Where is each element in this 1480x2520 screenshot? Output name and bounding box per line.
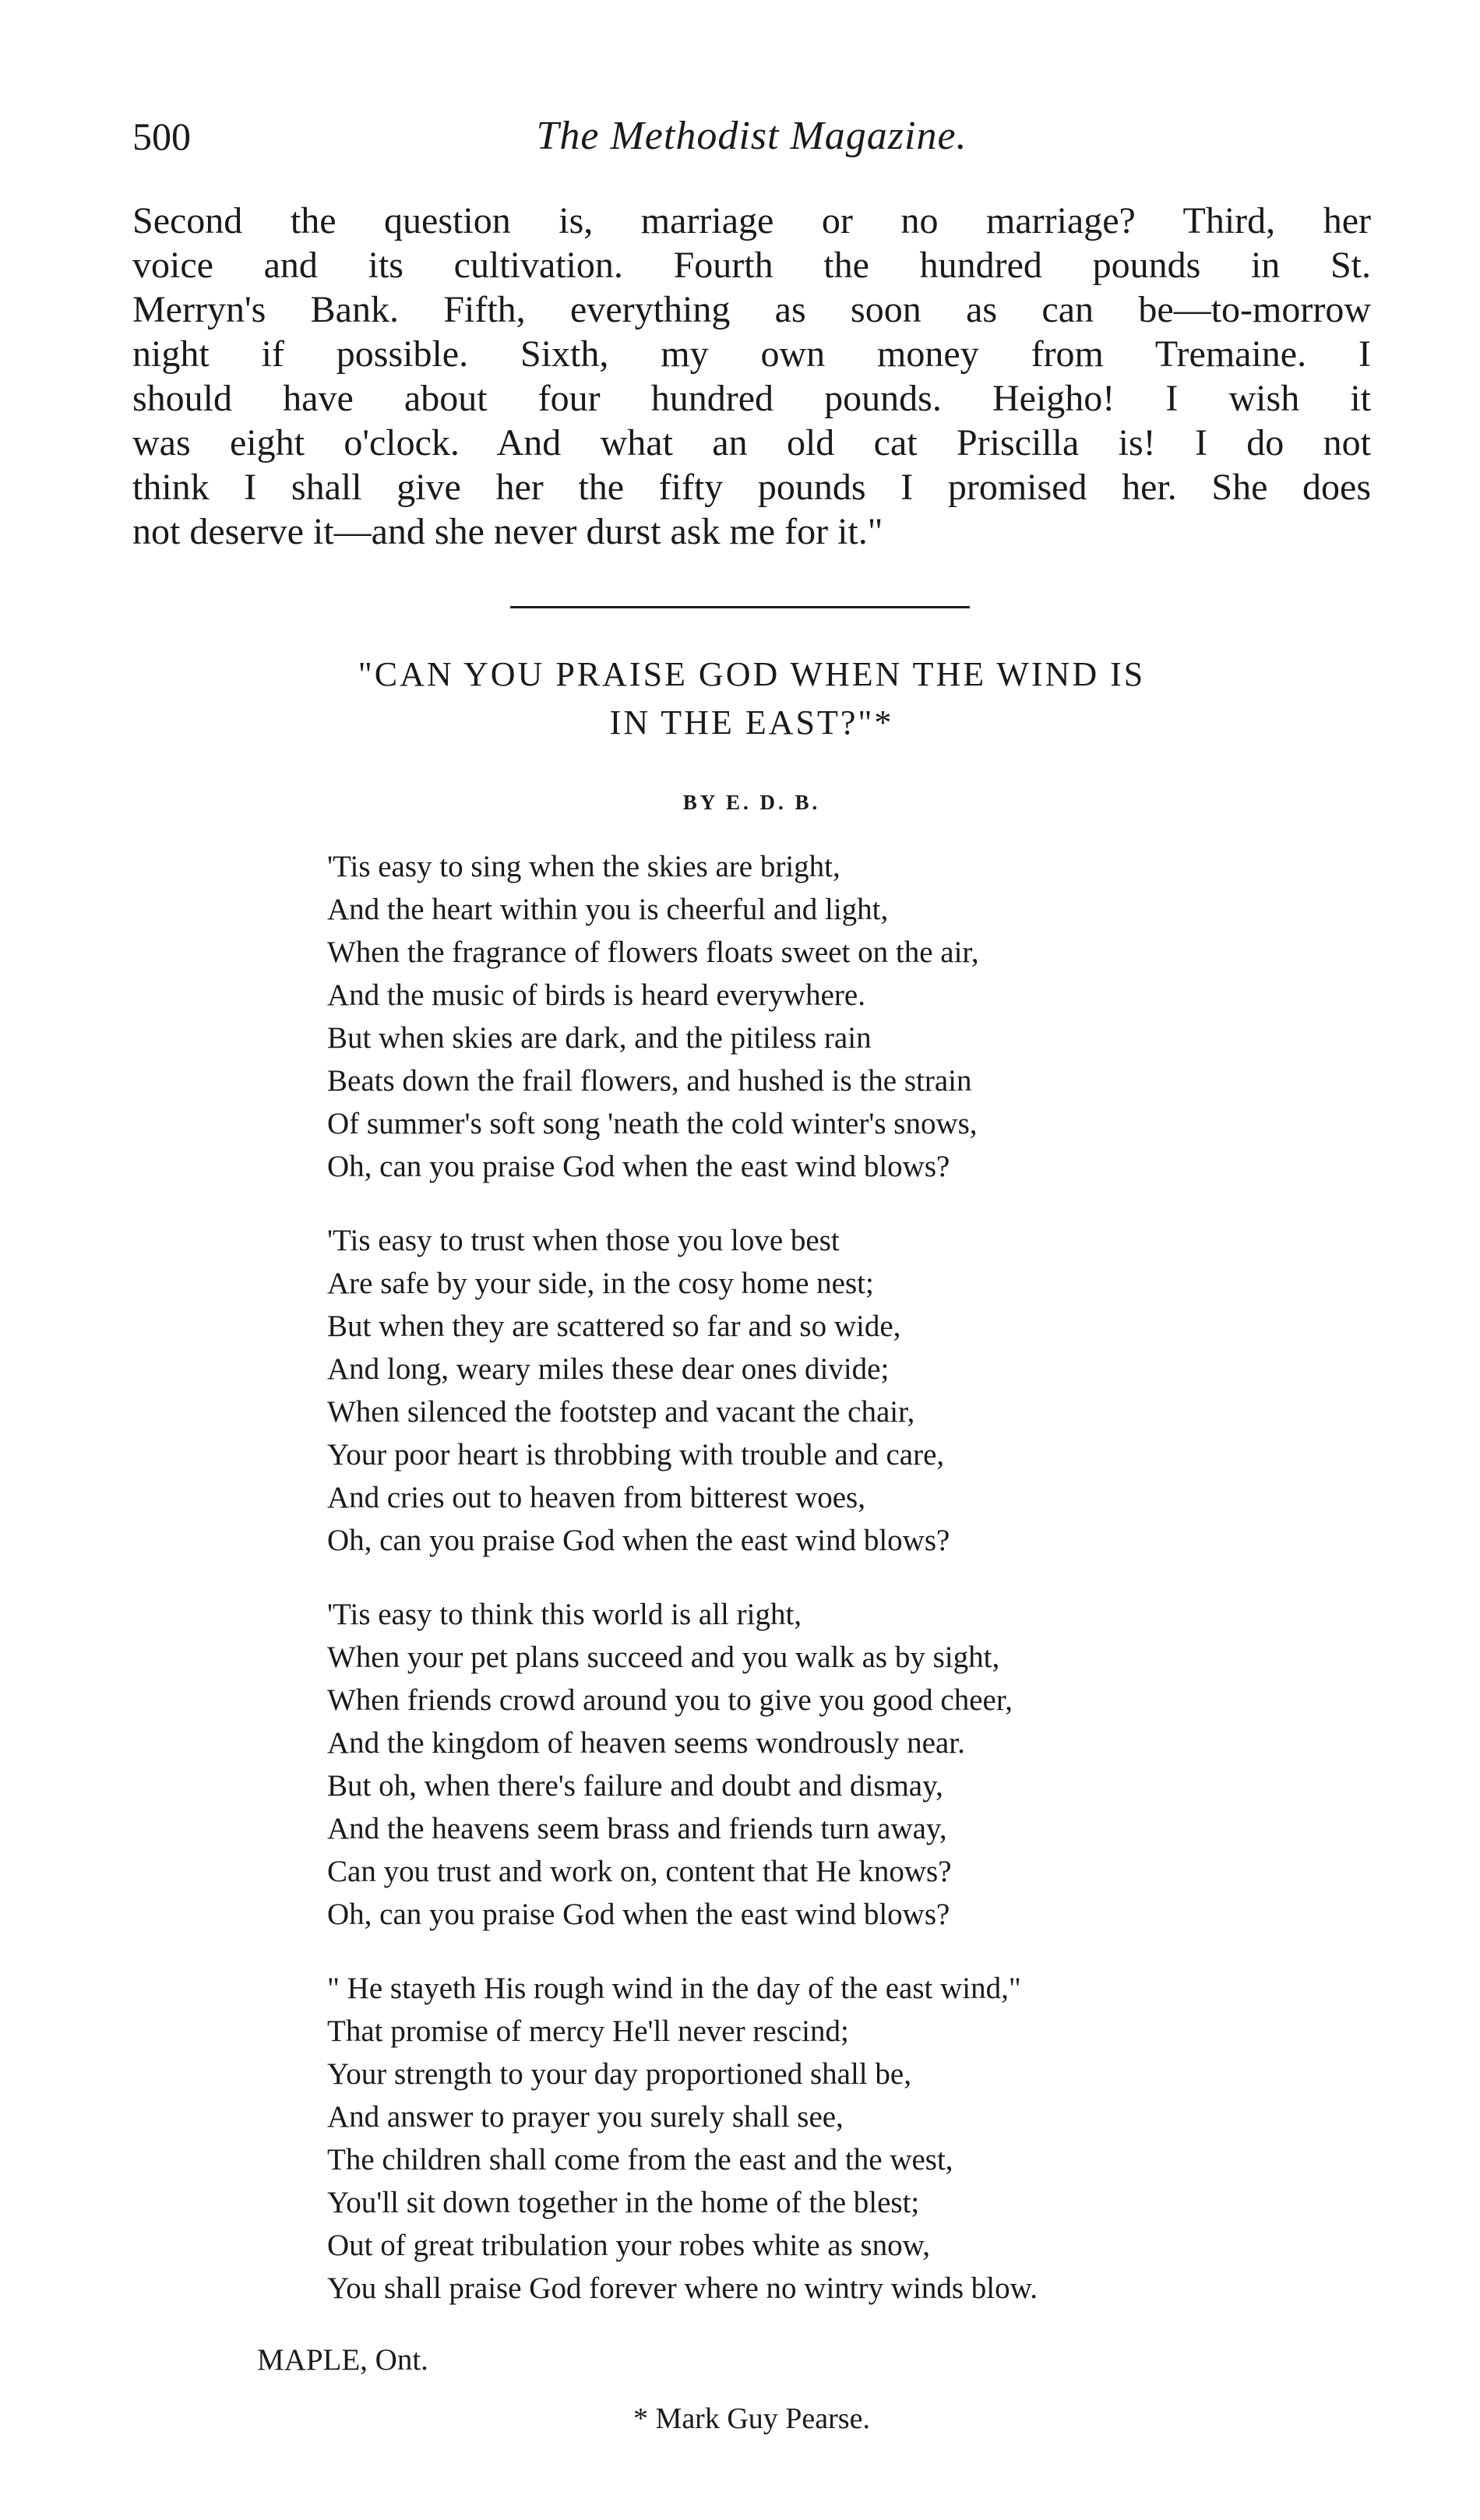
poem-title-line: "CAN YOU PRAISE GOD WHEN THE WIND IS [358,655,1146,693]
prose-paragraph [132,199,1371,554]
verse-line: The children shall come from the east and the west, [327,2143,953,2176]
verse-line: Beats down the frail flowers, and hushed is the strain [327,1064,972,1098]
prose-line: not deserve it—and she never durst ask me for it." [132,511,883,552]
verse-line: Out of great tribulation your robes white as snow, [327,2229,931,2262]
verse-line: 'Tis easy to sing when the skies are bright, [327,850,840,883]
verse-line: And the kingdom of heaven seems wondrously near. [327,1726,965,1760]
running-title: The Methodist Magazine. [536,114,967,158]
verse-line: And long, weary miles these dear ones divide; [327,1352,890,1386]
verse-line: Of summer's soft song 'neath the cold winter's snows, [327,1107,978,1140]
poem-title-line: IN THE EAST?"* [609,703,894,742]
prose-line: Second the question is, marriage or no marriage? Third, her [132,200,1371,241]
verse-line: When your pet plans succeed and you walk as by sight, [327,1641,1000,1674]
poem-byline: BY E. D. B. [682,791,821,814]
prose-line: night if possible. Sixth, my own money from Tremaine. I [132,333,1371,375]
verse-line: And the music of birds is heard everywhere. [327,978,865,1012]
verse-line: When friends crowd around you to give you good cheer, [327,1683,1013,1717]
poem-signature: MAPLE, Ont. [257,2343,428,2377]
verse-line: And cries out to heaven from bitterest woes, [327,1481,865,1514]
verse-line: 'Tis easy to think this world is all right, [327,1598,802,1631]
verse-line: Are safe by your side, in the cosy home nest; [327,1267,874,1300]
verse-line: When silenced the footstep and vacant the chair, [327,1395,915,1429]
verse-line: And the heart within you is cheerful and light, [327,893,889,926]
verse-line: Oh, can you praise God when the east wind blows? [327,1524,950,1557]
prose-line: think I shall give her the fifty pounds I promised her. She does [132,467,1371,508]
verse-line: Oh, can you praise God when the east wind blows? [327,1898,950,1931]
stanza-3 [327,1593,1355,1936]
verse-line: " He stayeth His rough wind in the day of the east wind," [327,1972,1021,2005]
verse-line: And answer to prayer you surely shall see, [327,2100,844,2134]
verse-line: Can you trust and work on, content that He knows? [327,1855,952,1888]
verse-line: You shall praise God forever where no wintry winds blow. [327,2272,1038,2305]
verse-line: But when they are scattered so far and so wide, [327,1309,901,1343]
poem-title [132,650,1371,747]
stanza-2 [327,1219,1355,1562]
page-number: 500 [132,115,191,158]
prose-line: voice and its cultivation. Fourth the hundred pounds in St. [132,245,1371,286]
stanza-1 [327,845,1355,1188]
footnote: * Mark Guy Pearse. [633,2402,870,2435]
poem-body [327,845,1355,2341]
prose-line: should have about four hundred pounds. Heigho! I wish it [132,378,1371,419]
verse-line: That promise of mercy He'll never rescind; [327,2014,849,2048]
stanza-4 [327,1967,1355,2310]
page-header [132,113,1371,167]
verse-line: 'Tis easy to trust when those you love best [327,1224,840,1257]
verse-line: And the heavens seem brass and friends turn away, [327,1812,947,1845]
verse-line: Your poor heart is throbbing with trouble and care, [327,1438,945,1471]
verse-line: But when skies are dark, and the pitiless rain [327,1021,872,1055]
section-divider [510,606,970,608]
prose-line: Merryn's Bank. Fifth, everything as soon as can be—to-morrow [132,289,1371,330]
verse-line: But oh, when there's failure and doubt and dismay, [327,1769,943,1803]
verse-line: You'll sit down together in the home of the blest; [327,2186,920,2219]
prose-line: was eight o'clock. And what an old cat Priscilla is! I do not [132,422,1371,463]
verse-line: Oh, can you praise God when the east wind blows? [327,1150,950,1183]
verse-line: When the fragrance of flowers floats sweet on the air, [327,936,979,969]
verse-line: Your strength to your day proportioned shall be, [327,2057,911,2091]
